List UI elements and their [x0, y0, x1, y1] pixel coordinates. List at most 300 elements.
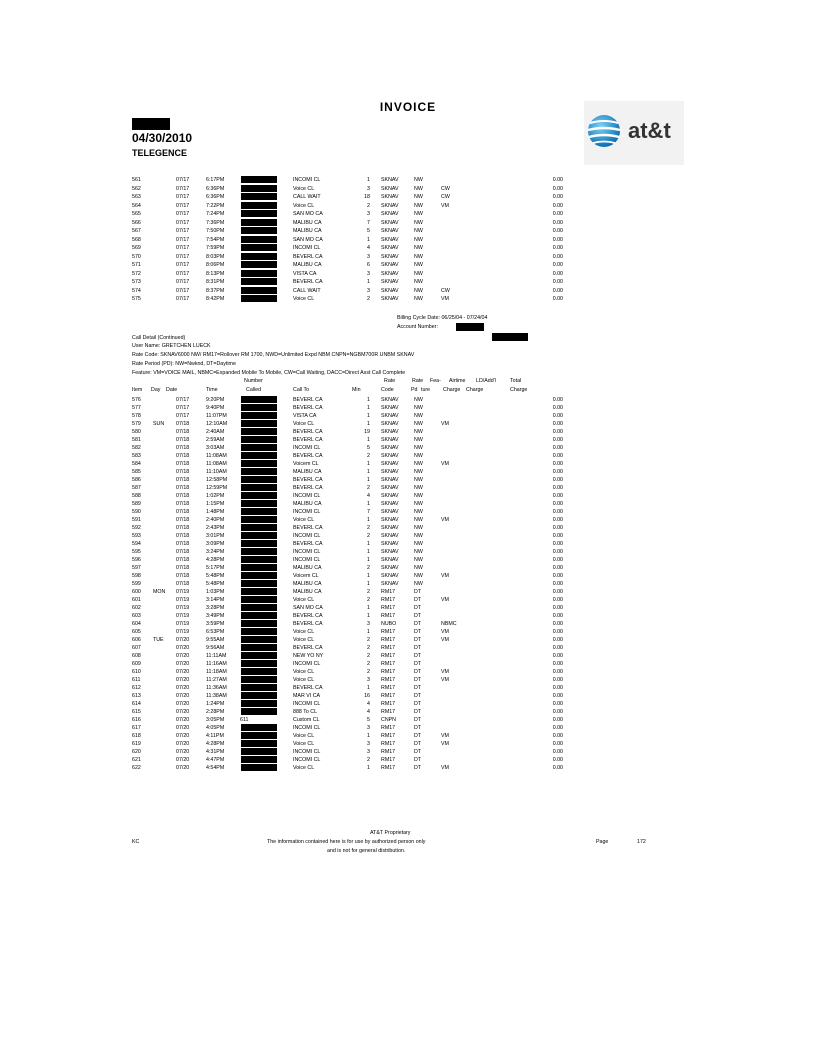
rate-period-cell: DT — [414, 677, 422, 683]
called-number-redaction — [241, 684, 277, 691]
time-cell: 7:24PM — [206, 211, 225, 217]
item-number: 619 — [132, 741, 141, 747]
time-cell: 12:10AM — [206, 421, 228, 427]
table-row — [0, 628, 816, 636]
rate-code-cell: SKNAV — [381, 262, 399, 268]
call-to-cell: MALIBU CA — [293, 469, 322, 475]
rate-code-cell: NUBO — [381, 621, 397, 627]
called-number-redaction — [241, 660, 277, 667]
minutes-cell: 5 — [367, 717, 370, 723]
date-cell: 07/17 — [176, 177, 190, 183]
time-cell: 4:05PM — [206, 725, 225, 731]
time-cell: 1:48PM — [206, 509, 225, 515]
rate-period-cell: NW — [414, 177, 423, 183]
rate-code-cell: SKNAV — [381, 296, 399, 302]
minutes-cell: 1 — [367, 177, 370, 183]
charge-cell: 0.00 — [552, 509, 563, 515]
rate-period-cell: NW — [414, 445, 423, 451]
col-header-time: Time — [206, 387, 218, 393]
call-to-cell: INCOMI CL — [293, 661, 321, 667]
charge-cell: 0.00 — [552, 477, 563, 483]
called-number-redaction — [241, 185, 277, 192]
date-cell: 07/20 — [176, 717, 190, 723]
time-cell: 7:36PM — [206, 219, 225, 226]
rate-code-cell: RM17 — [381, 757, 396, 763]
minutes-cell: 2 — [367, 589, 370, 595]
called-number-redaction — [241, 261, 277, 268]
time-cell: 3:01PM — [206, 533, 225, 539]
rate-code-cell: SKNAV — [381, 437, 399, 443]
rate-period-cell: NW — [414, 236, 423, 243]
date-cell: 07/17 — [176, 397, 190, 403]
date-cell: 07/20 — [176, 693, 190, 699]
item-number: 563 — [132, 194, 141, 200]
minutes-cell: 3 — [367, 185, 370, 192]
table-row — [0, 412, 816, 420]
time-cell: 1:24PM — [206, 701, 225, 707]
col-header-rate2: Rate — [412, 378, 424, 384]
rate-period-cell: NW — [414, 501, 423, 507]
rate-code-cell: RM17 — [381, 653, 396, 659]
day-cell: TUE — [153, 637, 164, 643]
rate-code-cell: SKNAV — [381, 287, 399, 294]
table-row — [0, 210, 816, 218]
table-row — [0, 676, 816, 684]
item-number: 569 — [132, 245, 141, 251]
call-detail-heading: Call Detail (Continued) — [132, 335, 186, 341]
footer-info-line2: and is not for general distribution. — [327, 848, 406, 854]
time-cell: 11:11AM — [206, 653, 227, 659]
called-number-cell: 611 — [240, 717, 249, 723]
rate-code-cell: SKNAV — [381, 421, 399, 427]
item-number: 620 — [132, 749, 141, 755]
called-number-redaction — [241, 484, 277, 491]
call-to-cell: BEVERL CA — [293, 429, 323, 435]
table-row — [0, 532, 816, 540]
time-cell: 3:28PM — [206, 605, 225, 611]
table-row — [0, 604, 816, 612]
rate-code-cell: RM17 — [381, 597, 396, 603]
called-number-redaction — [241, 556, 277, 563]
charge-cell: 0.00 — [552, 549, 563, 555]
time-cell: 3:03AM — [206, 445, 225, 451]
charge-cell: 0.00 — [552, 733, 563, 739]
rate-period-cell: NW — [414, 517, 423, 523]
minutes-cell: 1 — [367, 517, 370, 523]
table-row — [0, 748, 816, 756]
minutes-cell: 1 — [367, 421, 370, 427]
time-cell: 3:59PM — [206, 621, 225, 627]
rate-code-cell: RM17 — [381, 645, 396, 651]
feature-cell: CW — [441, 287, 450, 294]
rate-code-cell: RM17 — [381, 693, 396, 699]
rate-period-cell: NW — [414, 287, 423, 294]
rate-code-cell: SKNAV — [381, 279, 399, 285]
table-row — [0, 452, 816, 460]
rate-code-cell: SKNAV — [381, 194, 399, 200]
rate-period-cell: DT — [414, 733, 422, 739]
called-number-redaction — [241, 236, 277, 243]
rate-code-cell: SKNAV — [381, 413, 399, 419]
minutes-cell: 1 — [367, 733, 370, 739]
item-number: 577 — [132, 405, 141, 411]
item-number: 572 — [132, 270, 141, 277]
charge-cell: 0.00 — [552, 757, 563, 763]
rate-code-cell: RM17 — [381, 733, 396, 739]
called-number-redaction — [241, 532, 277, 539]
rate-period-cell: DT — [414, 621, 422, 627]
table-row — [0, 540, 816, 548]
rate-period-cell: NW — [414, 413, 423, 419]
col-header-total: Total — [510, 378, 522, 384]
col-header-called: Called — [246, 387, 262, 393]
called-number-redaction — [241, 604, 277, 611]
col-header-pd: Pd — [411, 387, 418, 393]
item-number: 565 — [132, 211, 141, 217]
date-cell: 07/17 — [176, 219, 190, 226]
call-to-cell: Voicem CL — [293, 461, 319, 467]
feature-cell: VM — [441, 573, 449, 579]
call-to-cell: MALIBU CA — [293, 228, 322, 234]
minutes-cell: 1 — [367, 413, 370, 419]
called-number-redaction — [241, 202, 277, 209]
call-to-cell: Voicem CL — [293, 573, 319, 579]
called-number-redaction — [241, 612, 277, 619]
charge-cell: 0.00 — [552, 228, 563, 234]
date-cell: 07/18 — [176, 469, 190, 475]
table-row — [0, 660, 816, 668]
rate-period-cell: NW — [414, 485, 423, 491]
date-cell: 07/17 — [176, 296, 190, 302]
call-to-cell: BEVERL CA — [293, 477, 323, 483]
charge-cell: 0.00 — [552, 597, 563, 603]
att-logo — [584, 101, 684, 165]
date-cell: 07/17 — [176, 236, 190, 243]
minutes-cell: 18 — [364, 194, 370, 200]
rate-period-cell: NW — [414, 279, 423, 285]
date-cell: 07/17 — [176, 262, 190, 268]
minutes-cell: 3 — [367, 741, 370, 747]
time-cell: 2:43PM — [206, 525, 225, 531]
call-to-cell: BEVERL CA — [293, 453, 323, 459]
called-number-redaction — [241, 278, 277, 285]
rate-code-cell: RM17 — [381, 589, 396, 595]
time-cell: 3:49PM — [206, 613, 225, 619]
item-number: 607 — [132, 645, 141, 651]
item-number: 604 — [132, 621, 141, 627]
item-number: 606 — [132, 637, 141, 643]
table-row — [0, 700, 816, 708]
feature-cell: VM — [441, 597, 449, 603]
redaction-box — [492, 333, 528, 341]
rate-code-cell: SKNAV — [381, 228, 399, 234]
item-number: 602 — [132, 605, 141, 611]
item-number: 589 — [132, 501, 141, 507]
item-number: 621 — [132, 757, 141, 763]
charge-cell: 0.00 — [552, 621, 563, 627]
feature-cell: VM — [441, 637, 449, 643]
rate-period-cell: NW — [414, 185, 423, 192]
rate-period-cell: NW — [414, 397, 423, 403]
date-cell: 07/20 — [176, 669, 190, 675]
rate-period-cell: NW — [414, 541, 423, 547]
charge-cell: 0.00 — [552, 741, 563, 747]
charge-cell: 0.00 — [552, 573, 563, 579]
feature-cell: VM — [441, 677, 449, 683]
date-cell: 07/19 — [176, 597, 190, 603]
minutes-cell: 1 — [367, 557, 370, 563]
table-row — [0, 620, 816, 628]
call-to-cell: SAN MO CA — [293, 211, 323, 217]
date-cell: 07/18 — [176, 477, 190, 483]
charge-cell: 0.00 — [552, 211, 563, 217]
minutes-cell: 3 — [367, 749, 370, 755]
feature-cell: CW — [441, 194, 450, 200]
rate-period-cell: DT — [414, 701, 422, 707]
minutes-cell: 2 — [367, 296, 370, 302]
table-row — [0, 572, 816, 580]
call-to-cell: Voice CL — [293, 741, 315, 747]
proprietary-label: AT&T Proprietary — [370, 830, 411, 836]
minutes-cell: 1 — [367, 501, 370, 507]
date-cell: 07/17 — [176, 287, 190, 294]
called-number-redaction — [241, 444, 277, 451]
rate-period-cell: NW — [414, 557, 423, 563]
rate-code-cell: SKNAV — [381, 565, 399, 571]
item-number: 581 — [132, 437, 141, 443]
rate-period-cell: DT — [414, 653, 422, 659]
called-number-redaction — [241, 724, 277, 731]
minutes-cell: 1 — [367, 469, 370, 475]
date-cell: 07/18 — [176, 453, 190, 459]
page-label: Page — [596, 839, 609, 845]
charge-cell: 0.00 — [552, 429, 563, 435]
rate-code-cell: SKNAV — [381, 469, 399, 475]
time-cell: 2:59AM — [206, 437, 225, 443]
call-to-cell: Voice CL — [293, 185, 315, 192]
table-row — [0, 596, 816, 604]
rate-code: Rate Code: SKNAV6000 NW/ RM17=Rollover RM 1700, NWD=Unlimited Expd NBM CNPN=NGBM700R UNBM SKNAV — [132, 352, 415, 358]
rate-period-cell: DT — [414, 741, 422, 747]
charge-cell: 0.00 — [552, 453, 563, 459]
minutes-cell: 1 — [367, 629, 370, 635]
feature-cell: VM — [441, 741, 449, 747]
called-number-redaction — [241, 548, 277, 555]
minutes-cell: 1 — [367, 613, 370, 619]
charge-cell: 0.00 — [552, 279, 563, 285]
date-cell: 07/20 — [176, 733, 190, 739]
rate-code-cell: RM17 — [381, 669, 396, 675]
rate-code-cell: SKNAV — [381, 270, 399, 277]
call-to-cell: BEVERL CA — [293, 485, 323, 491]
rate-code-cell: SKNAV — [381, 541, 399, 547]
table-row — [0, 524, 816, 532]
account-number: Account Number: — [397, 324, 438, 330]
rate-period-cell: DT — [414, 765, 422, 771]
rate-period-cell: DT — [414, 629, 422, 635]
called-number-redaction — [241, 460, 277, 467]
rate-period-cell: DT — [414, 709, 422, 715]
time-cell: 4:47PM — [206, 757, 225, 763]
charge-cell: 0.00 — [552, 202, 563, 209]
call-to-cell: 888 To CL — [293, 709, 318, 715]
call-to-cell: INCOMI CL — [293, 749, 321, 755]
minutes-cell: 2 — [367, 533, 370, 539]
item-number: 570 — [132, 253, 141, 260]
rate-period-cell: DT — [414, 589, 422, 595]
charge-cell: 0.00 — [552, 437, 563, 443]
col-header-ture: ture — [421, 387, 431, 393]
time-cell: 6:53PM — [206, 629, 225, 635]
date-cell: 07/17 — [176, 270, 190, 277]
charge-cell: 0.00 — [552, 677, 563, 683]
time-cell: 8:42PM — [206, 296, 225, 302]
rate-code-cell: SKNAV — [381, 245, 399, 251]
minutes-cell: 1 — [367, 685, 370, 691]
date-cell: 07/19 — [176, 621, 190, 627]
minutes-cell: 1 — [367, 573, 370, 579]
call-to-cell: BEVERL CA — [293, 525, 323, 531]
table-row — [0, 692, 816, 700]
called-number-redaction — [241, 756, 277, 763]
feature-cell: VM — [441, 629, 449, 635]
time-cell: 4:28PM — [206, 557, 225, 563]
date-cell: 07/18 — [176, 461, 190, 467]
called-number-redaction — [241, 468, 277, 475]
item-number: 610 — [132, 669, 141, 675]
table-row — [0, 684, 816, 692]
rate-period-cell: NW — [414, 219, 423, 226]
rate-period-cell: NW — [414, 549, 423, 555]
date-cell: 07/18 — [176, 565, 190, 571]
rate-code-cell: SKNAV — [381, 485, 399, 491]
charge-cell: 0.00 — [552, 637, 563, 643]
called-number-redaction — [241, 516, 277, 523]
item-number: 599 — [132, 581, 141, 587]
charge-cell: 0.00 — [552, 589, 563, 595]
called-number-redaction — [241, 436, 277, 443]
minutes-cell: 16 — [364, 693, 370, 699]
charge-cell: 0.00 — [552, 236, 563, 243]
date-cell: 07/18 — [176, 485, 190, 491]
rate-period-cell: DT — [414, 645, 422, 651]
table-row — [0, 278, 816, 286]
minutes-cell: 2 — [367, 645, 370, 651]
table-row — [0, 244, 816, 252]
time-cell: 8:06PM — [206, 262, 225, 268]
date-cell: 07/20 — [176, 677, 190, 683]
item-number: 582 — [132, 445, 141, 451]
rate-period-cell: DT — [414, 725, 422, 731]
called-number-redaction — [241, 404, 277, 411]
rate-code-cell: SKNAV — [381, 202, 399, 209]
called-number-redaction — [241, 644, 277, 651]
rate-period-cell: DT — [414, 693, 422, 699]
charge-cell: 0.00 — [552, 517, 563, 523]
date-cell: 07/18 — [176, 445, 190, 451]
date-cell: 07/20 — [176, 685, 190, 691]
table-row — [0, 740, 816, 748]
time-cell: 2:28PM — [206, 709, 225, 715]
charge-cell: 0.00 — [552, 629, 563, 635]
item-number: 574 — [132, 287, 141, 294]
table-row — [0, 500, 816, 508]
called-number-redaction — [241, 500, 277, 507]
item-number: 561 — [132, 177, 141, 183]
called-number-redaction — [241, 492, 277, 499]
col-header-call-to: Call To — [293, 387, 310, 393]
charge-cell: 0.00 — [552, 245, 563, 251]
call-to-cell: MALIBU CA — [293, 262, 322, 268]
minutes-cell: 3 — [367, 211, 370, 217]
item-number: 591 — [132, 517, 141, 523]
charge-cell: 0.00 — [552, 262, 563, 268]
rate-code-cell: SKNAV — [381, 236, 399, 243]
call-to-cell: BEVERL CA — [293, 541, 323, 547]
date-cell: 07/18 — [176, 581, 190, 587]
table-row — [0, 484, 816, 492]
call-to-cell: Voice CL — [293, 202, 315, 209]
table-row — [0, 185, 816, 193]
charge-cell: 0.00 — [552, 219, 563, 226]
charge-cell: 0.00 — [552, 525, 563, 531]
time-cell: 11:38AM — [206, 693, 227, 699]
item-number: 597 — [132, 565, 141, 571]
charge-cell: 0.00 — [552, 717, 563, 723]
date-cell: 07/17 — [176, 194, 190, 200]
time-cell: 2:40AM — [206, 429, 225, 435]
called-number-redaction — [241, 692, 277, 699]
att-logo-text: at&t — [628, 118, 671, 143]
called-number-redaction — [241, 412, 277, 419]
table-row — [0, 636, 816, 644]
footer-info-line1: The information contained here is for use by authorized person only — [267, 839, 426, 845]
time-cell: 1:02PM — [206, 493, 225, 499]
rate-code-cell: RM17 — [381, 629, 396, 635]
minutes-cell: 7 — [367, 219, 370, 226]
rate-code-cell: SKNAV — [381, 517, 399, 523]
rate-period-cell: NW — [414, 202, 423, 209]
date-cell: 07/19 — [176, 605, 190, 611]
rate-code-cell: RM17 — [381, 709, 396, 715]
minutes-cell: 1 — [367, 397, 370, 403]
invoice-title: INVOICE — [379, 100, 437, 114]
minutes-cell: 3 — [367, 270, 370, 277]
rate-code-cell: SKNAV — [381, 253, 399, 260]
date-cell: 07/20 — [176, 653, 190, 659]
minutes-cell: 5 — [367, 228, 370, 234]
company-name: TELEGENCE — [132, 148, 188, 158]
call-to-cell: Voice CL — [293, 597, 315, 603]
time-cell: 11:16AM — [206, 661, 227, 667]
table-row — [0, 644, 816, 652]
date-cell: 07/18 — [176, 573, 190, 579]
minutes-cell: 1 — [367, 279, 370, 285]
charge-cell: 0.00 — [552, 557, 563, 563]
rate-period-cell: NW — [414, 429, 423, 435]
date-cell: 07/20 — [176, 749, 190, 755]
rate-code-cell: RM17 — [381, 605, 396, 611]
time-cell: 4:31PM — [206, 749, 225, 755]
item-number: 575 — [132, 296, 141, 302]
rate-period-cell: NW — [414, 421, 423, 427]
col-header-code: Code — [381, 387, 394, 393]
rate-code-cell: SKNAV — [381, 581, 399, 587]
time-cell: 5:17PM — [206, 565, 225, 571]
charge-cell: 0.00 — [552, 445, 563, 451]
rate-code-cell: SKNAV — [381, 501, 399, 507]
date-cell: 07/17 — [176, 405, 190, 411]
